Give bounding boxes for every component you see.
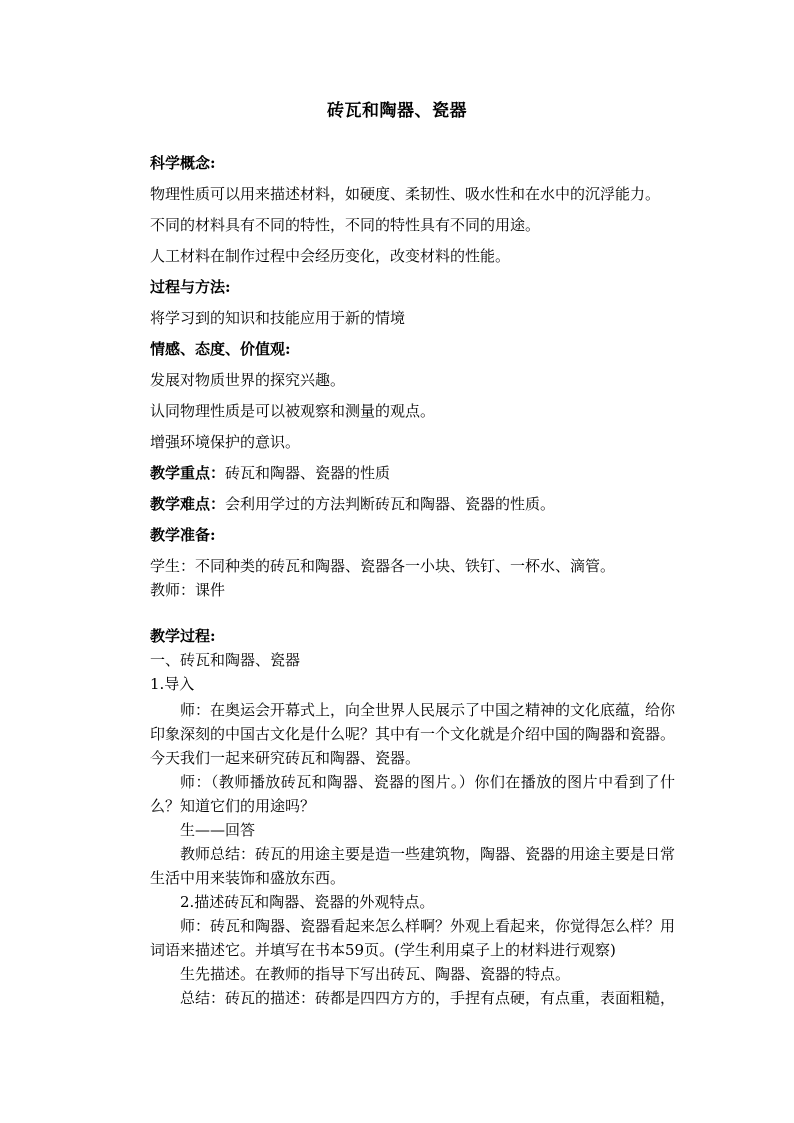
process-method-heading: 过程与方法: — [150, 278, 231, 296]
process-paragraph: 生——回答 — [180, 821, 256, 839]
process-heading: 教学过程: — [150, 627, 216, 645]
document-title: 砖瓦和陶器、瓷器 — [327, 101, 467, 121]
spacer — [150, 604, 675, 626]
key-point-label: 教学重点： — [150, 464, 226, 482]
attitude-item: 发展对物质世界的探究兴趣。 — [150, 371, 346, 389]
process-step-title: 2.描述砖瓦和陶器、瓷器的外观特点。 — [180, 893, 435, 911]
process-paragraph: 师：砖瓦和陶器、瓷器看起来怎么样啊？外观上看起来，你觉得怎么样？用词语来描述它。并填写在书本59页。(学生利用桌子上的材料进行观察) — [150, 917, 676, 959]
prep-heading: 教学准备: — [150, 526, 216, 544]
attitude-heading: 情感、态度、价值观: — [150, 340, 291, 358]
document-body — [150, 153, 675, 1010]
science-heading: 科学概念: — [150, 154, 216, 172]
process-paragraph: 师：在奥运会开幕式上，向全世界人民展示了中国之精神的文化底蕴，给你印象深刻的中国古文化是什么呢？其中有一个文化就是介绍中国的陶器和瓷器。今天我们一起来研究砖瓦和陶器、瓷器。 — [150, 701, 676, 767]
prep-student: 学生：不同种类的砖瓦和陶器、瓷器各一小块、铁钉、一杯水、滴管。 — [150, 557, 616, 575]
prep-section — [150, 556, 675, 1010]
science-item: 物理性质可以用来描述材料，如硬度、柔韧性、吸水性和在水中的沉浮能力。 — [150, 185, 661, 203]
attitude-item: 增强环境保护的意识。 — [150, 433, 301, 451]
process-method-item: 将学习到的知识和技能应用于新的情境 — [150, 309, 406, 327]
process-paragraph: 生先描述。在教师的指导下写出砖瓦、陶器、瓷器的特点。 — [180, 965, 571, 983]
difficulty-label: 教学难点： — [150, 495, 226, 513]
difficulty-text: 会利用学过的方法判断砖瓦和陶器、瓷器的性质。 — [225, 495, 556, 513]
process-step-title: 1.导入 — [150, 675, 195, 693]
science-item: 不同的材料具有不同的特性，不同的特性具有不同的用途。 — [150, 216, 541, 234]
science-item: 人工材料在制作过程中会经历变化，改变材料的性能。 — [150, 247, 511, 265]
process-paragraph: 师：（教师播放砖瓦和陶器、瓷器的图片。）你们在播放的图片中看到了什么？知道它们的用途吗？ — [150, 773, 675, 815]
prep-teacher: 教师：课件 — [150, 581, 226, 599]
attitude-item: 认同物理性质是可以被观察和测量的观点。 — [150, 402, 436, 420]
process-paragraph: 教师总结：砖瓦的用途主要是造一些建筑物，陶器、瓷器的用途主要是日常生活中用来装饰和盛放东西。 — [150, 845, 676, 887]
objectives-section — [150, 153, 675, 556]
process-paragraph: 总结：砖瓦的描述：砖都是四四方方的，手捏有点硬，有点重，表面粗糙， — [180, 989, 676, 1007]
key-point-text: 砖瓦和陶器、瓷器的性质 — [225, 464, 391, 482]
difficulty-point — [150, 494, 675, 525]
process-part-title: 一、砖瓦和陶器、瓷器 — [150, 651, 301, 669]
key-point — [150, 463, 675, 494]
